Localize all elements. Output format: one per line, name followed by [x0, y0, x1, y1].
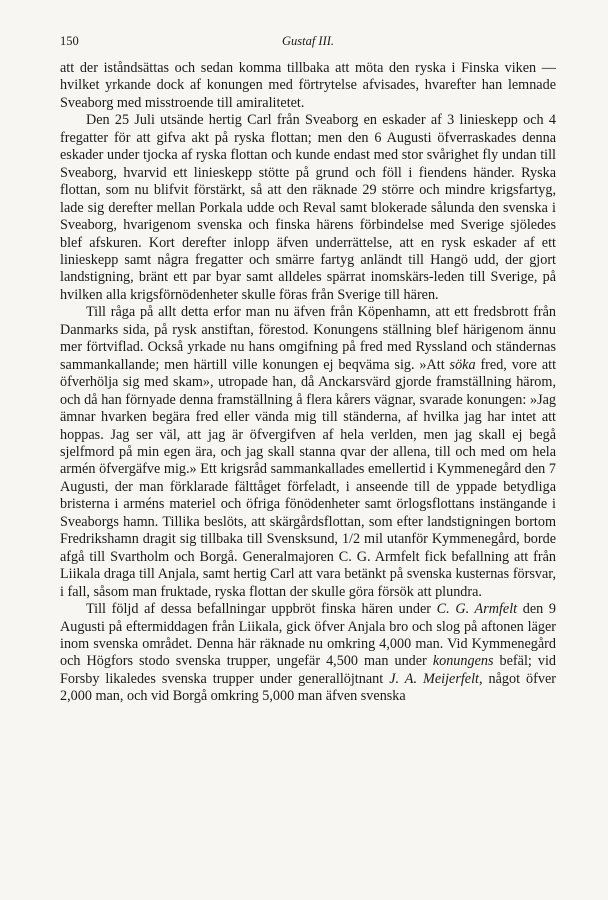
page-body: [60, 60, 556, 706]
paragraph-continuation: [60, 60, 556, 112]
paragraph-text: Den 25 Juli utsände hertig Carl från Sveaborg en eskader af 3 linieskepp och 4 fregatter för att gifva akt på ryska flottan; men den 6 Augusti öfverraskades denna eskader under tjocka af ryska flottan och kunde endast med stor svårighet fly undan till Sveaborg, hvarvid ett linieskepp stötte på grund och föll i fiendens händer. Ryska flottan, som nu blifvit förstärkt, så att den räknade 29 större och mindre krigsfartyg, lade sig derefter mellan Porkala udde och Reval samt blokerade sålunda den svenska i Sveaborg, hvarigenom svenska och finska härens förbindelse med Sverige sjöledes blef afskuren. Kort derefter inlopp äfven underrättelse, att en rysk eskader af ett linieskepp samt några fregatter och smärre fartyg anländt till Hangö udd, der gjort landstigning, bränt ett par byar samt alldeles spärrat inomskärs-leden till Sverige, på hvilken alla krigsförnödenheter skulle föras från Sverige till hären.: [60, 112, 556, 303]
page-number: 150: [60, 34, 79, 48]
paragraph-text: fred, vore att öfverhölja sig med skam», utropade han, då Anckarsvärd gjorde framställning härom, och då han förnyade denna framställning å flera kårers vägnar, svarade konungen: »Jag ämnar hvarken begära fred eller vända mig till ständerna, af hvilka jag har intet att hoppas. Jag ser väl, att jag är öfvergifven af hela verlden, men jag skall ej begå sjelfmord på min egen ära, och jag skall stanna qvar der allena, till och med om hela armén öfvergäfve mig.» Ett krigsråd sammankallades emellertid i Kymmenegård den 7 Augusti, der man förklarade fälttåget förfeladt, i anseende till de yppade betydliga bristerna i arméns materiel och öfriga fönödenheter samt örlogsflottans instängande i Sveaborgs hamn. Tillika beslöts, att skärgårdsflottan, som efter landstigningen bortom Fredrikshamn dragit sig tillbaka till Svensksund,: [60, 356, 557, 548]
page-header: [60, 34, 556, 52]
paragraph-text: Till följd af dessa befallningar uppbröt finska hären under: [86, 601, 437, 618]
emphasis-soka: söka: [449, 356, 476, 373]
emphasis-konungens: konungens: [432, 653, 494, 670]
paragraph-text: Till råga på allt detta erfor man nu äfven från Köpenhamn, att ett fredsbrott från Danmarks sida, på rysk anstiftan, förestod. Konungens ställning blef härigenom ännu mer förtviflad. Också yrkade nu hans omgifning på fred med Ryssland och ständernas sammankallande; men härtill ville konungen ej beqväma sig. »Att: [60, 304, 556, 373]
emphasis-name-armfelt: C. G. Armfelt: [436, 601, 518, 618]
paragraph-text: något öfver 2,000 man, och vid Borgå omkring 5,000 man äfven svenska: [60, 670, 556, 705]
paragraph-text: att der iståndsättas och sedan komma tillbaka att möta den ryska i Finska viken — hvilket yrkande dock af konungen med förtrytelse afvisades, hvarefter han lemnade Sveaborg med misstroende till amiralitetet.: [60, 60, 556, 111]
paragraph-kopenhamn: [60, 304, 556, 601]
paragraph-armfelt: [60, 601, 556, 706]
emphasis-name-meijerfelt: J. A. Meijerfelt,: [389, 670, 483, 687]
running-title: Gustaf III.: [281, 34, 335, 48]
fraction: 1/2: [341, 531, 361, 548]
paragraph-text: mil utanför Kymmenegård, borde afgå till Svartholm och Borgå. Generalmajoren C. G. Armfelt fick befallning att från Liikala draga till Anjala, samt hertig Carl att vara betänkt på svenska kusternas försvar, i fall, såsom man fruktade, ryska flottan der skulle göra försök att plundra.: [60, 531, 556, 600]
paragraph-eskader: [60, 112, 556, 304]
paragraph-text: den 9 Augusti på eftermiddagen från Liikala, gick öfver Anjala bro och slog på aftonen läger inom svenska området. Denna här räknade nu omkring 4,000 man. Vid Kymmenegård och Högfors stodo svenska trupper, ungefär 4,500 man under: [60, 601, 556, 670]
paragraph-text: befäl; vid Forsby likaledes svenska trupper under generallöjtnant: [60, 653, 556, 687]
